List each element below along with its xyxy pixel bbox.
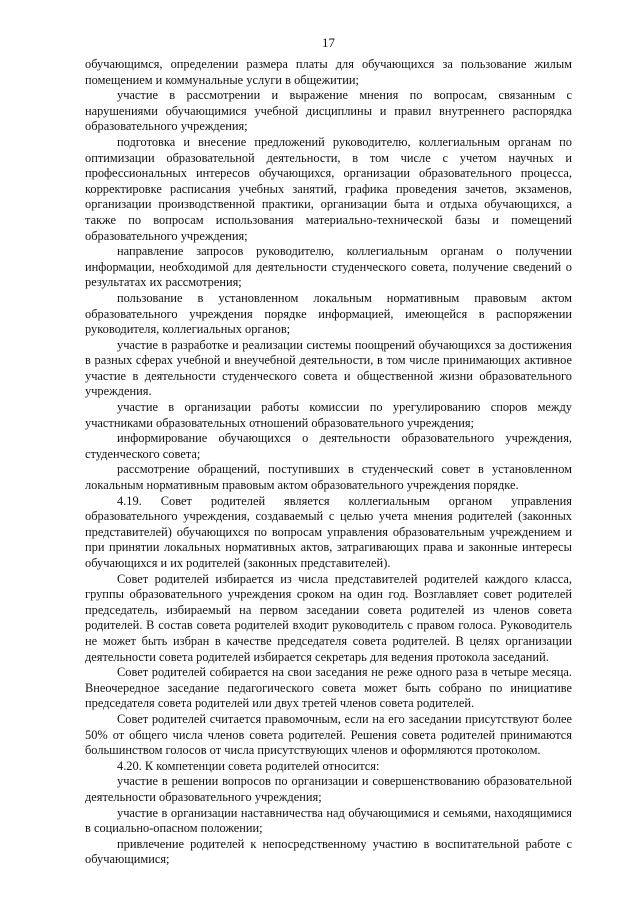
paragraph: Совет родителей считается правомочным, если на его заседании присутствуют более 50% от общего числа членов совета родителей. Решения совета родителей принимаются большинством голосов от числа присутствующих членов и оформляются протоколом. [85, 711, 572, 758]
paragraph: информирование обучающихся о деятельности образовательного учреждения, студенческого совета; [85, 431, 572, 461]
document-body [85, 57, 572, 868]
paragraph: направление запросов руководителю, коллегиальным органам о получении информации, необходимой для деятельности студенческого совета, получение сведений о результатах их рассмотрения; [85, 244, 572, 290]
paragraph: Совет родителей собирается на свои заседания не реже одного раза в четыре месяца. Внеочередное заседание педагогического совета может быть собрано по инициативе председателя совета родителей или двух третей членов совета родителей. [85, 665, 572, 711]
paragraph: пользование в установленном локальным нормативным правовым актом образовательного учреждения порядке информацией, имеющейся в распоряжении руководителя, коллегиальных органов; [85, 290, 572, 337]
paragraph: подготовка и внесение предложений руководителю, коллегиальным органам по оптимизации образовательной деятельности, в том числе с учетом научных и профессиональных интересов обучающихся, организации образовательного процесса, корректировке расписания учебных занятий, графика проведения зачетов, экзаменов, организации производственной практики, организации быта и отдыха обучающихся, а также по вопросам использования материально-технической базы и помещений образовательного учреждения; [85, 134, 572, 243]
page-number: 17 [322, 35, 335, 50]
paragraph: участие в решении вопросов по организации и совершенствованию образовательной деятельности образовательного учреждения; [85, 774, 572, 804]
section-4-19: 4.19. Совет родителей является коллегиальным органом управления образовательного учреждения, создаваемый с целью учета мнения родителей (законных представителей) обучающихся по вопросам управления образовательным учреждением и при принятии локальных нормативных актов, затрагивающих права и законные интересы обучающихся и их родителей (законных представителей). [85, 493, 572, 570]
paragraph: участие в организации наставничества над обучающимися и семьями, находящимися в социально-опасном положении; [85, 805, 572, 836]
paragraph: участие в рассмотрении и выражение мнения по вопросам, связанным с нарушениями обучающимися учебной дисциплины и правил внутреннего распорядка образовательного учреждения; [85, 88, 572, 134]
paragraph: обучающимся, определении размера платы для обучающихся за пользование жилым помещением и коммунальные услуги в общежитии; [85, 57, 572, 87]
paragraph: участие в разработке и реализации системы поощрений обучающихся за достижения в разных сферах учебной и внеучебной деятельности, в том числе принимающих активное участие в деятельности студенческого совета и общественной жизни образовательного учреждения. [85, 337, 572, 399]
paragraph: участие в организации работы комиссии по урегулированию споров между участниками образовательных отношений образовательного учреждения; [85, 400, 572, 430]
paragraph: привлечение родителей к непосредственному участию в воспитательной работе с обучающимися; [85, 836, 572, 867]
section-4-20: 4.20. К компетенции совета родителей относится: [117, 758, 380, 773]
paragraph: рассмотрение обращений, поступивших в студенческий совет в установленном локальным нормативным правовым актом образовательного учреждения порядке. [85, 462, 572, 493]
paragraph: Совет родителей избирается из числа представителей родителей каждого класса, группы образовательного учреждения сроком на один год. Возглавляет совет родителей председатель, избираемый на первом заседании совета родителей из членов совета родителей. В состав совета родителей входит руководитель с правом голоса. Руководитель не может быть избран в качестве председателя совета родителей. В целях организации деятельности совета родителей избирается секретарь для ведения протокола заседаний. [85, 571, 572, 664]
